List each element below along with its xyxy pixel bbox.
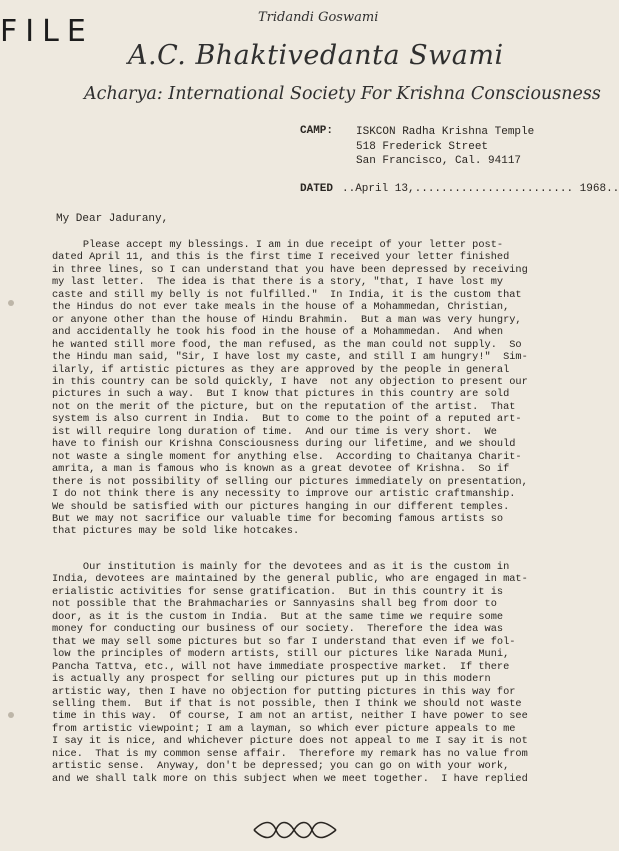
paragraph-1 (52, 239, 572, 538)
text-line: I say it is nice, and whichever picture does not appeal to me I say it is not (52, 735, 528, 748)
text-line: erialistic activities for sense gratification. But in this country it is (52, 585, 504, 598)
text-line: he wanted still more food, the man refused, as the man could not supply. So (52, 338, 522, 351)
dated-dots: ,........................ (408, 183, 580, 195)
text-line: ilarly, if artistic pictures as they are approved by the people in general (52, 363, 510, 376)
text-line: nice. That is my common sense affair. Therefore my remark has no value from (52, 747, 528, 760)
camp-label: CAMP: (300, 125, 334, 137)
text-line: We should be satisfied with our pictures hanging in our different temples. (52, 500, 510, 513)
text-line: in three lines, so I can understand that you have been depressed by receiving (52, 263, 528, 276)
text-line: not waste a single moment for anything else. According to Chaitanya Charit- (52, 450, 522, 463)
text-line: India, devotees are maintained by the general public, who are engaged in mat- (52, 573, 528, 586)
text-line: Please accept my blessings. I am in due receipt of your letter post- (52, 239, 504, 251)
text-line: door, as it is the custom in India. But at the same time we require some (52, 610, 504, 623)
text-line: amrita, a man is famous who is known as a great devotee of Krishna. So if (52, 463, 510, 476)
punch-hole (8, 712, 14, 718)
text-line: and accidentally he took his food in the house of a Mohammedan. And when (52, 326, 504, 339)
text-line: and we shall talk more on this subject when we meet together. I have replied (52, 772, 528, 785)
text-line: dated April 11, and this is the first time I received your letter finished (52, 251, 510, 264)
text-line: not possible that the Brahmacharies or Sannyasins shall beg from door to (52, 598, 497, 611)
text-line: or anyone other than the house of Hindu Brahmin. But a man was very hungry, (52, 313, 522, 326)
dated-year: 1968 (579, 183, 607, 195)
text-line: ist will require long duration of time. And our time is very short. We (52, 425, 497, 438)
text-line: not on the merit of the picture, but on the reputation of the artist. That (52, 400, 516, 413)
text-line: artistic sense. Anyway, don't be depressed; you can go on with your work, (52, 760, 510, 773)
text-line: have to finish our Krishna Consciousness during our lifetime, and we should (52, 438, 516, 451)
flourish-ornament (250, 818, 340, 842)
camp-line: ISKCON Radha Krishna Temple (356, 126, 535, 138)
text-line: caste and still my belly is not fulfilled." In India, it is the custom that (52, 288, 522, 301)
file-stamp: FILE (0, 14, 94, 49)
text-line: low the principles of modern artists, still our pictures like Narada Muni, (52, 648, 510, 661)
text-line: Our institution is mainly for the devotees and as it is the custom in (52, 561, 510, 573)
text-line: money for conducting our business of our society. Therefore the idea was (52, 623, 504, 636)
text-line: Pancha Tattva, etc., will not have immediate prospective market. If there (52, 660, 510, 673)
dated-label: DATED (300, 183, 334, 195)
text-line: my last letter. The idea is that there is a story, "that, I have lost my (52, 276, 504, 289)
text-line: there is not possibility of selling our pictures immediately on presentation, (52, 475, 528, 488)
text-line: in this country can be sold quickly, I have not any objection to present our (52, 375, 528, 388)
paragraph-2 (52, 561, 572, 785)
text-line: time in this way. Of course, I am not an artist, neither I have power to see (52, 710, 528, 723)
text-line: selling them. But if that is not possible, then I think we should not waste (52, 697, 522, 710)
dated-dots: .. (342, 183, 356, 195)
camp-line: San Francisco, Cal. 94117 (356, 155, 522, 167)
dated-value: ..April 13,........................ 1968.. (342, 183, 619, 195)
letterhead-name: A.C. Bhaktivedanta Swami (128, 40, 504, 71)
text-line: the Hindu man said, "Sir, I have lost my caste, and still I am hungry!" Sim- (52, 351, 528, 364)
dated-date: April 13 (355, 183, 409, 195)
camp-line: 518 Frederick Street (356, 140, 489, 153)
text-line: that pictures may be sold like hotcakes. (52, 525, 300, 538)
text-line: the Hindus do not ever take meals in the house of a Mohammedan, Christian, (52, 301, 510, 314)
text-line: that we may sell some pictures but so far I understand that even if we fol- (52, 635, 516, 648)
text-line: But we may not sacrifice our valuable time for becoming famous artists so (52, 512, 504, 525)
text-line: I do not think there is any necessity to improve our artistic craftmanship. (52, 488, 516, 501)
camp-address (356, 125, 534, 169)
text-line: artistic way, then I have no objection for putting pictures in this way for (52, 685, 516, 698)
letterhead-acharya: Acharya: International Society For Krishna Consciousness (84, 84, 601, 104)
text-line: from artistic viewpoint; I am a layman, so which ever picture appeals to me (52, 722, 516, 735)
text-line: pictures in such a way. But I know that pictures in this country are sold (52, 388, 510, 401)
text-line: system is also current in India. But to come to the point of a reputed art- (52, 413, 522, 426)
salutation: My Dear Jadurany, (56, 213, 169, 225)
letterhead-tridandi: Tridandi Goswami (258, 10, 379, 25)
text-line: is actually any prospect for selling our pictures put up in this modern (52, 673, 491, 686)
punch-hole (8, 300, 14, 306)
